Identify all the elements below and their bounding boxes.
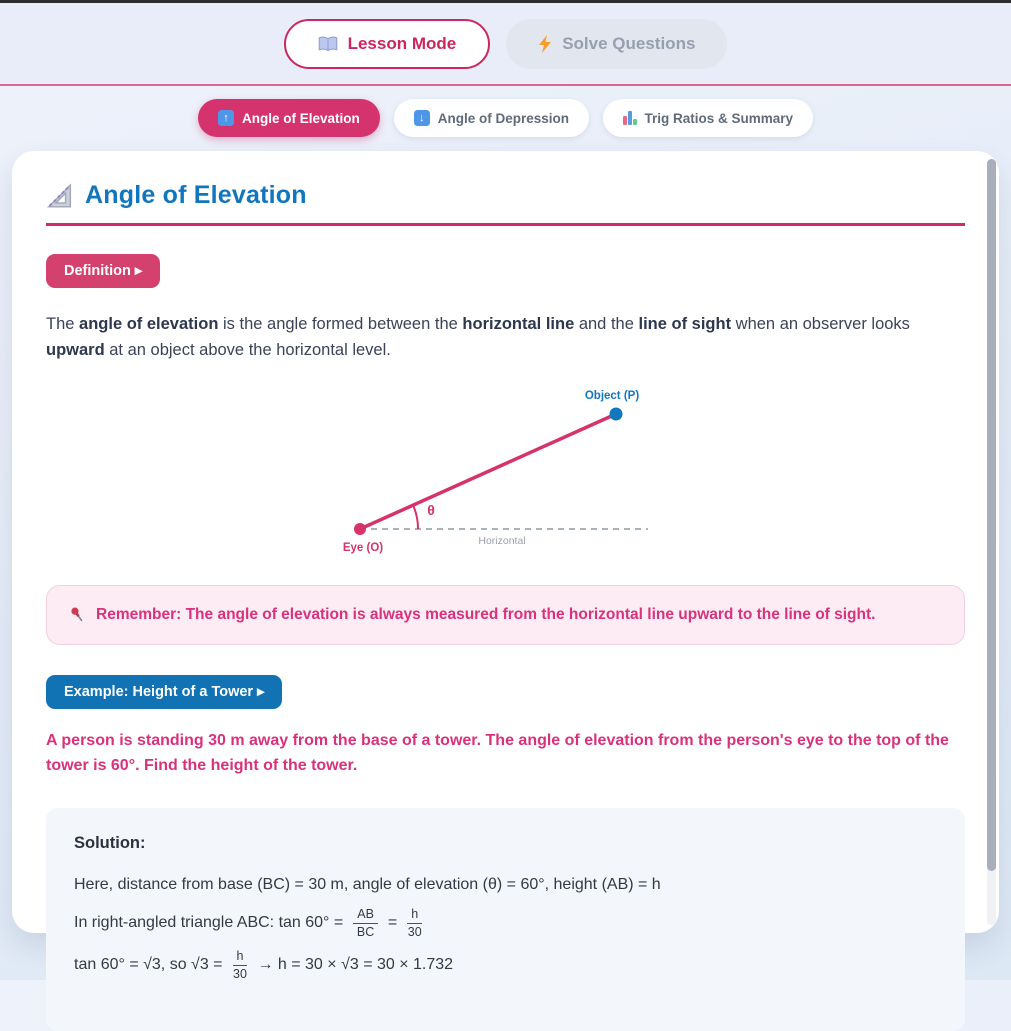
- fraction-h-30: $\frac{h}{30}$: [233, 949, 247, 981]
- solve-questions-button[interactable]: [506, 19, 727, 69]
- scrollbar-track[interactable]: [987, 159, 996, 925]
- down-arrow-icon: ↓: [414, 110, 430, 126]
- fraction-ab-bc: $\frac{AB}{BC}$: [353, 907, 378, 939]
- remember-prefix: Remember:: [96, 606, 182, 624]
- eye-point: [354, 523, 366, 535]
- horizontal-label: Horizontal: [477, 535, 526, 548]
- lightning-icon: [538, 35, 552, 53]
- example-problem-text: A person is standing 30 m away from the base of a tower. The angle of elevation from the person's eye to the top of the tower is 60°. Find the height of the tower.: [46, 731, 949, 774]
- tab-angle-of-depression[interactable]: [394, 99, 589, 137]
- object-point: [609, 408, 622, 421]
- solution-line-1: Here, distance from base (BC) = 30 m, angle of elevation (θ) = 60°, height (AB) = h: [74, 876, 661, 894]
- set-square-icon: [46, 183, 73, 209]
- remember-text: [96, 604, 875, 626]
- bar-chart-icon: [623, 111, 637, 125]
- lesson-mode-button[interactable]: [284, 19, 491, 69]
- solution-line-2: In right-angled triangle ABC: tan 60° = $\frac{AB}{BC}$ = $\frac{h}{30}$: [74, 907, 422, 939]
- definition-paragraph: The angle of elevation is the angle formed between the horizontal line and the line of sight when an observer looks upward at an object above the horizontal level.: [46, 315, 910, 360]
- fraction-h-30: $\frac{h}{30}$: [407, 907, 422, 939]
- up-arrow-icon: ↑: [218, 110, 234, 126]
- remember-body: The angle of elevation is always measured from the horizontal line upward to the line of sight.: [185, 606, 876, 624]
- example-button[interactable]: Example: Height of a Tower ▸: [46, 675, 282, 709]
- solve-questions-label: Solve Questions: [562, 33, 696, 53]
- book-icon: [318, 36, 338, 52]
- lesson-card: [12, 151, 999, 981]
- tab-label: Angle of Depression: [437, 110, 569, 126]
- pushpin-icon: [69, 606, 86, 624]
- lesson-mode-label: Lesson Mode: [347, 33, 457, 53]
- tab-trig-ratios-summary[interactable]: [603, 99, 813, 137]
- definition-button[interactable]: Definition ▸: [46, 254, 160, 288]
- lesson-tabs: [0, 99, 1011, 137]
- lesson-title-row: [46, 181, 965, 226]
- tab-angle-of-elevation[interactable]: [198, 99, 380, 137]
- remember-callout: [46, 585, 965, 645]
- line-of-sight: [360, 414, 616, 529]
- angle-of-elevation-diagram: [336, 385, 676, 557]
- solution-box: [46, 808, 965, 1031]
- angle-arc: [413, 505, 418, 529]
- solution-line-3: tan 60° = √3, so √3 = $\frac{h}{30}$ → h = 30 × √3 = 30 × 1.732: [74, 949, 454, 981]
- object-label: Object (P): [584, 390, 639, 403]
- tab-label: Trig Ratios & Summary: [644, 110, 794, 126]
- eye-label: Eye (O): [342, 542, 383, 555]
- theta-label: θ: [426, 502, 435, 519]
- scrollbar-thumb[interactable]: [987, 159, 996, 871]
- mode-switcher: [0, 3, 1011, 86]
- solution-heading: Solution:: [74, 834, 146, 853]
- tab-label: Angle of Elevation: [241, 110, 360, 126]
- page-title: Angle of Elevation: [85, 181, 307, 209]
